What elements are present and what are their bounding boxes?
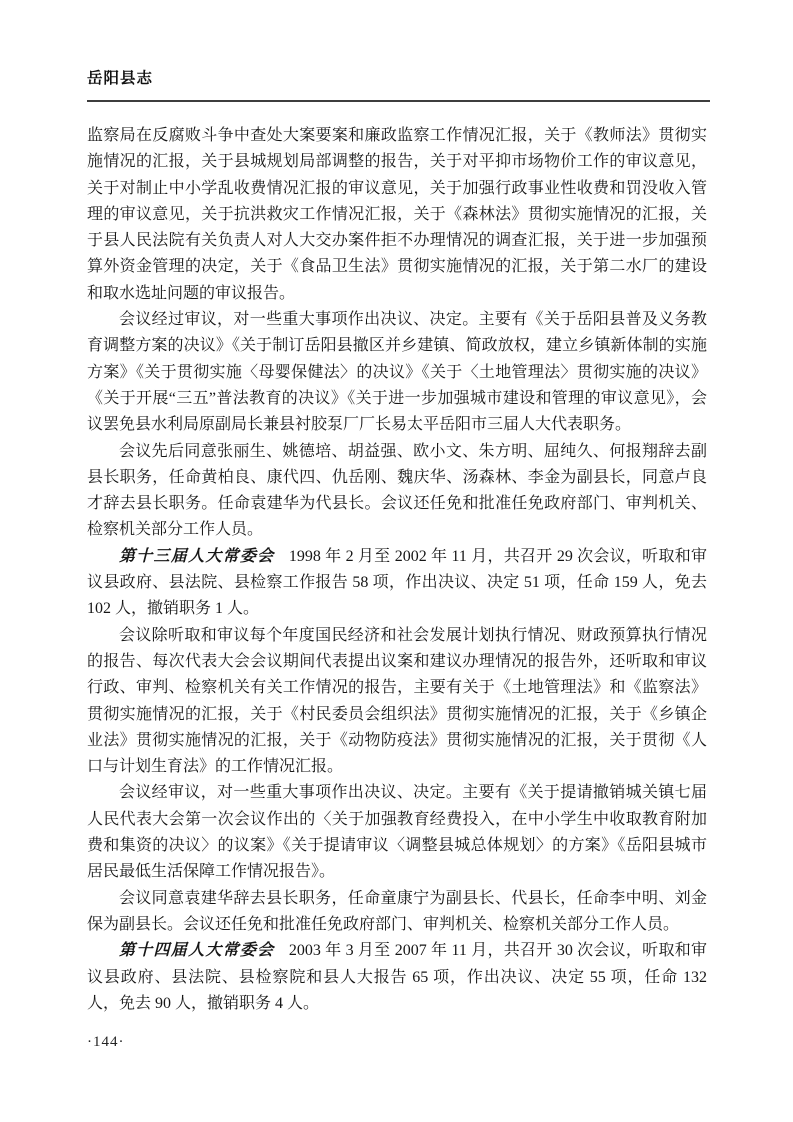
paragraph-text: 1998 年 2 月至 2002 年 11 月，共召开 29 次会议，听取和审议县政府、县法院、县检察工作报告 58 项，作出决议、决定 51 项，任命 159 人，免去 102 人，撤销职务 1 人。 <box>87 547 707 618</box>
paragraph-text: 会议经审议，对一些重大事项作出决议、决定。主要有《关于提请撤销城关镇七届人民代表大会第一次会议作出的〈关于加强教育经费投入，在中小学生中收取教育附加费和集资的决议〉的议案》《关于提请审议〈调整县城总体规划〉的方案》《岳阳县城市居民最低生活保障工作情况报告》。 <box>87 784 707 881</box>
header-rule <box>87 100 710 102</box>
paragraph-text: 会议除听取和审议每个年度国民经济和社会发展计划执行情况、财政预算执行情况的报告、每次代表大会会议期间代表提出议案和建议办理情况的报告外，还听取和审议行政、审判、检察机关有关工作情况的报告，主要有关于《土地管理法》和《监察法》贯彻实施情况的汇报，关于《村民委员会组织法》贯彻实施情况的汇报，关于《乡镇企业法》贯彻实施情况的汇报，关于《动物防疫法》贯彻实施情况的汇报，关于贯彻《人口与计划生育法》的工作情况汇报。 <box>87 626 707 776</box>
page-number: ·144· <box>87 1034 125 1051</box>
paragraph-text: 2003 年 3 月至 2007 年 11 月，共召开 30 次会议，听取和审议县政府、县法院、县检察院和县人大报告 65 项，作出决议、决定 55 项，任命 132 人，免去 90 人，撤销职务 4 人。 <box>87 942 707 1012</box>
paragraph-text: 会议经过审议，对一些重大事项作出决议、决定。主要有《关于岳阳县普及义务教育调整方案的决议》《关于制订岳阳县撤区并乡建镇、简政放权，建立乡镇新体制的实施方案》《关于贯彻实施〈母婴保健法〉的决议》《关于〈土地管理法〉贯彻实施的决议》《关于开展“三五”普法教育的决议》《关于进一步加强城市建设和管理的审议意见》，会议罢免县水利局原副局长兼县衬胶泵厂厂长易太平岳阳市三届人大代表职务。 <box>87 311 707 434</box>
paragraph-reports-13th <box>87 623 707 781</box>
page-body <box>87 123 707 1017</box>
paragraph-continuation <box>87 123 707 307</box>
paragraph-resolutions-12th <box>87 307 707 438</box>
paragraph-appointments-13th <box>87 886 707 939</box>
book-title: 岳阳县志 <box>87 70 154 87</box>
section-heading-13th-congress: 第十三届人大常委会 <box>119 547 275 565</box>
paragraph-13th-congress <box>87 544 707 623</box>
paragraph-resolutions-13th <box>87 780 707 885</box>
paragraph-text: 监察局在反腐败斗争中查处大案要案和廉政监察工作情况汇报，关于《教师法》贯彻实施情况的汇报，关于县城规划局部调整的报告，关于对平抑市场物价工作的审议意见，关于对制止中小学乱收费情况汇报的审议意见，关于加强行政事业性收费和罚没收入管理的审议意见，关于抗洪救灾工作情况汇报，关于《森林法》贯彻实施情况的汇报，关于县人民法院有关负责人对人大交办案件拒不办理情况的调查汇报，关于进一步加强预算外资金管理的决定，关于《食品卫生法》贯彻实施情况的汇报，关于第二水厂的建设和取水选址问题的审议报告。 <box>87 127 707 302</box>
paragraph-text: 会议先后同意张丽生、姚德培、胡益强、欧小文、朱方明、屈纯久、何报翔辞去副县长职务，任命黄柏良、康代四、仇岳刚、魏庆华、汤森林、李金为副县长，同意卢良才辞去县长职务。任命袁建华为代县长。会议还任免和批准任免政府部门、审判机关、检察机关部分工作人员。 <box>87 442 707 539</box>
page-header <box>87 70 710 102</box>
section-heading-14th-congress: 第十四届人大常委会 <box>119 942 275 960</box>
paragraph-14th-congress <box>87 938 707 1017</box>
paragraph-text: 会议同意袁建华辞去县长职务，任命童康宁为副县长、代县长，任命李中明、刘金保为副县长。会议还任免和批准任免政府部门、审判机关、检察机关部分工作人员。 <box>87 889 707 933</box>
paragraph-appointments-12th <box>87 439 707 544</box>
